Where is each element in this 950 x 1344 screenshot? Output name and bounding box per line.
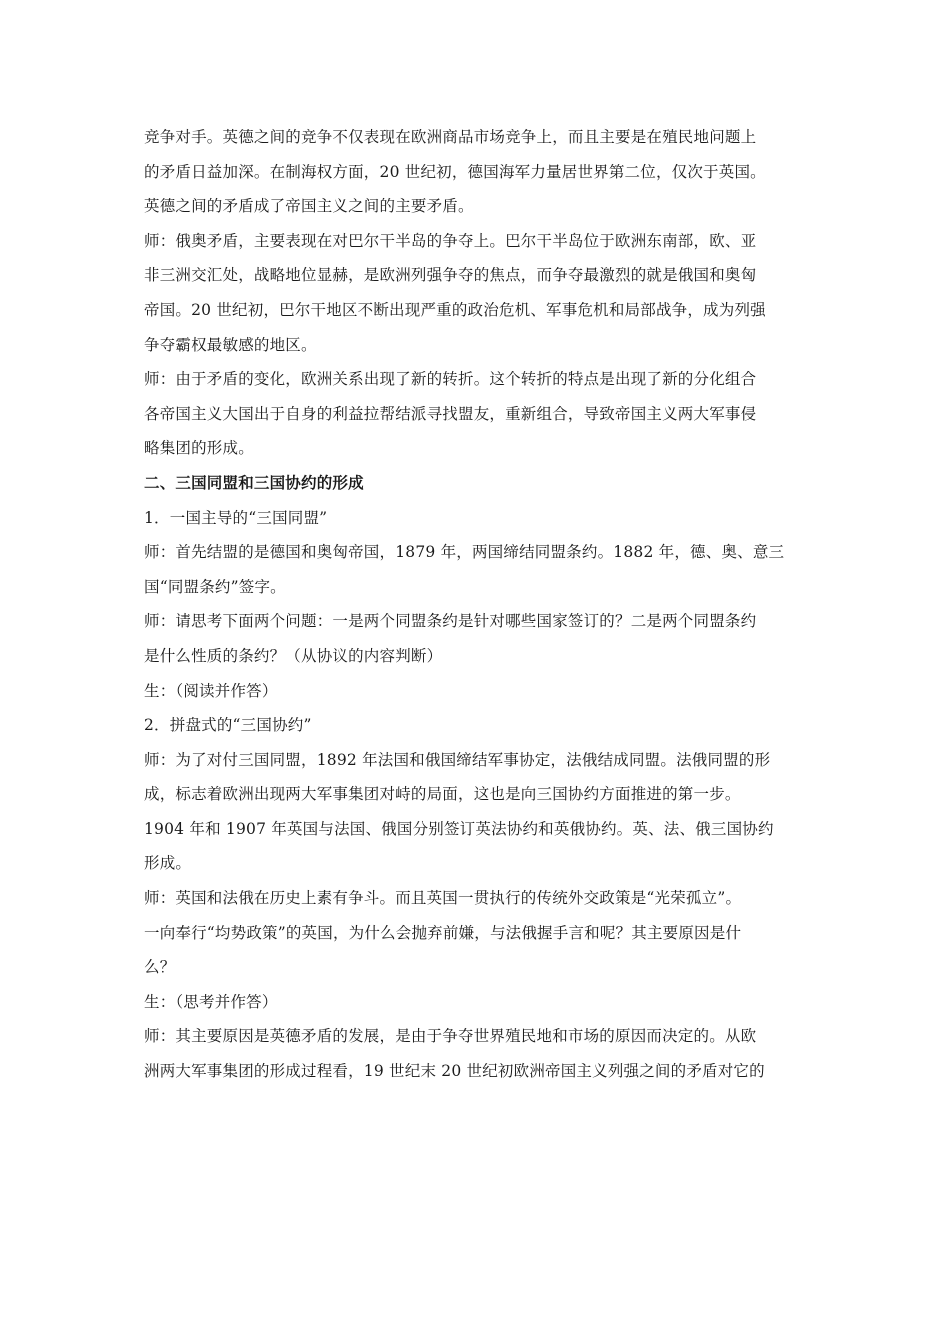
paragraph-line: 师：俄奥矛盾，主要表现在对巴尔干半岛的争夺上。巴尔干半岛位于欧洲东南部，欧、亚 xyxy=(144,231,757,250)
paragraph-line: 师：由于矛盾的变化，欧洲关系出现了新的转折。这个转折的特点是出现了新的分化组合 xyxy=(144,370,757,389)
paragraph-line: 师：请思考下面两个问题：一是两个同盟条约是针对哪些国家签订的？二是两个同盟条约 xyxy=(144,612,757,631)
subsection-heading: 2．拼盘式的“三国协约” xyxy=(144,716,312,735)
paragraph-line: 形成。 xyxy=(144,854,192,873)
paragraph-line: 帝国。20 世纪初，巴尔干地区不断出现严重的政治危机、军事危机和局部战争，成为列强 xyxy=(144,300,766,319)
document-page xyxy=(144,120,814,1089)
paragraph-line: 略集团的形成。 xyxy=(144,439,254,458)
paragraph-line: 师：为了对付三国同盟，1892 年法国和俄国缔结军事协定，法俄结成同盟。法俄同盟的形 xyxy=(144,750,771,769)
paragraph-line: 师：英国和法俄在历史上素有争斗。而且英国一贯执行的传统外交政策是“光荣孤立”。 xyxy=(144,889,742,908)
paragraph-line: 竞争对手。英德之间的竞争不仅表现在欧洲商品市场竞争上，而且主要是在殖民地问题上 xyxy=(144,128,757,146)
paragraph-line: 1904 年和 1907 年英国与法国、俄国分别签订英法协约和英俄协约。英、法、俄三国协约 xyxy=(144,819,774,838)
paragraph-line: 师：首先结盟的是德国和奥匈帝国，1879 年，两国缔结同盟条约。1882 年，德、奥、意三 xyxy=(144,543,785,562)
paragraph-line: 的矛盾日益加深。在制海权方面，20 世纪初，德国海军力量居世界第二位，仅次于英国。 xyxy=(144,162,766,181)
paragraph-line: 么？ xyxy=(144,958,176,977)
subsection-heading: 1．一国主导的“三国同盟” xyxy=(144,508,328,527)
paragraph-line: 非三洲交汇处，战略地位显赫，是欧洲列强争夺的焦点，而争夺最激烈的就是俄国和奥匈 xyxy=(144,266,757,285)
paragraph-line: 各帝国主义大国出于自身的利益拉帮结派寻找盟友，重新组合，导致帝国主义两大军事侵 xyxy=(144,404,757,423)
section-heading: 二、三国同盟和三国协约的形成 xyxy=(144,473,364,492)
paragraph-line: 国“同盟条约”签字。 xyxy=(144,577,286,596)
paragraph-line: 生：（阅读并作答） xyxy=(144,681,278,700)
paragraph-line: 是什么性质的条约？（从协议的内容判断） xyxy=(144,646,443,665)
paragraph-line: 生：（思考并作答） xyxy=(144,992,278,1011)
paragraph-line: 洲两大军事集团的形成过程看，19 世纪末 20 世纪初欧洲帝国主义列强之间的矛盾对它的 xyxy=(144,1062,765,1081)
paragraph-line: 争夺霸权最敏感的地区。 xyxy=(144,335,317,354)
paragraph-line: 英德之间的矛盾成了帝国主义之间的主要矛盾。 xyxy=(144,197,474,216)
paragraph-line: 师：其主要原因是英德矛盾的发展，是由于争夺世界殖民地和市场的原因而决定的。从欧 xyxy=(144,1027,757,1046)
paragraph-line: 一向奉行“均势政策”的英国，为什么会抛弃前嫌，与法俄握手言和呢？其主要原因是什 xyxy=(144,923,742,942)
paragraph-line: 成，标志着欧洲出现两大军事集团对峙的局面，这也是向三国协约方面推进的第一步。 xyxy=(144,785,741,804)
